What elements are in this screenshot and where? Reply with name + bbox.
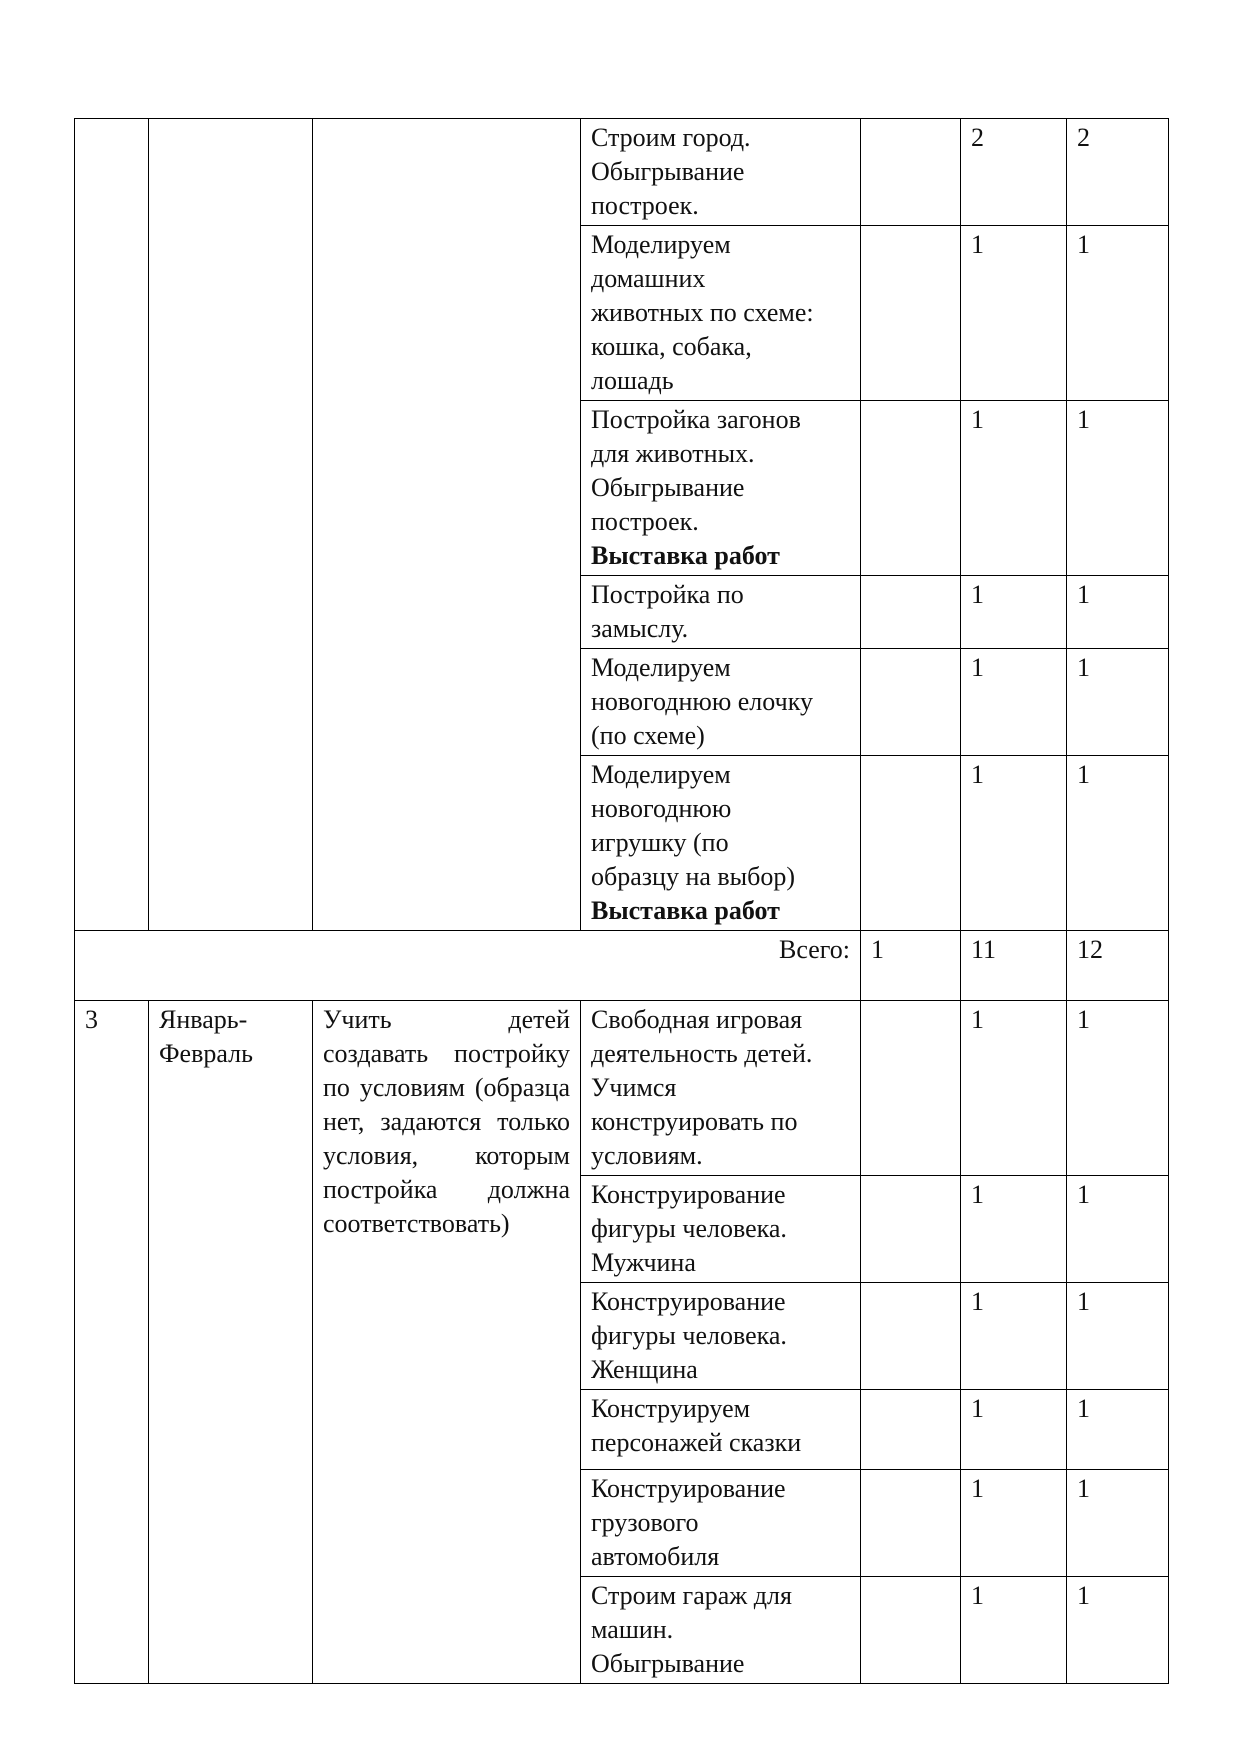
topic-line: конструировать по bbox=[591, 1107, 798, 1136]
theory-cell bbox=[861, 226, 961, 401]
topic-line: автомобиля bbox=[591, 1542, 720, 1571]
block-number: 3 bbox=[75, 1001, 149, 1684]
goal-cell bbox=[313, 119, 581, 931]
total-cell: 1 bbox=[1067, 1176, 1169, 1283]
lesson-plan-table bbox=[74, 118, 1169, 1684]
topic-line: для животных. bbox=[591, 439, 755, 468]
topic-line: построек. bbox=[591, 191, 699, 220]
topic-line: Свободная игровая bbox=[591, 1005, 803, 1034]
topic-line: Моделируем bbox=[591, 230, 731, 259]
theory-cell bbox=[861, 401, 961, 576]
period-cell bbox=[149, 119, 313, 931]
practice-cell: 1 bbox=[961, 1283, 1067, 1390]
summary-total: 12 bbox=[1067, 931, 1169, 1001]
table-row bbox=[75, 1001, 1169, 1176]
topic-line: Обыгрывание bbox=[591, 157, 745, 186]
topic-cell bbox=[581, 119, 861, 226]
total-cell: 1 bbox=[1067, 1390, 1169, 1470]
total-cell: 1 bbox=[1067, 226, 1169, 401]
total-cell: 2 bbox=[1067, 119, 1169, 226]
topic-line: Конструирование bbox=[591, 1180, 786, 1209]
topic-line: Обыгрывание bbox=[591, 1649, 745, 1678]
summary-label: Всего: bbox=[75, 931, 861, 1001]
practice-cell: 1 bbox=[961, 756, 1067, 931]
practice-cell: 1 bbox=[961, 401, 1067, 576]
topic-line: замыслу. bbox=[591, 614, 689, 643]
topic-line: Постройка загонов bbox=[591, 405, 801, 434]
total-cell: 1 bbox=[1067, 401, 1169, 576]
practice-cell: 1 bbox=[961, 1001, 1067, 1176]
topic-line: Строим гараж для bbox=[591, 1581, 792, 1610]
topic-cell bbox=[581, 576, 861, 649]
topic-line: Учимся bbox=[591, 1073, 677, 1102]
topic-cell bbox=[581, 756, 861, 931]
theory-cell bbox=[861, 1283, 961, 1390]
practice-cell: 1 bbox=[961, 649, 1067, 756]
exhibition-label: Выставка работ bbox=[591, 541, 780, 570]
total-cell: 1 bbox=[1067, 576, 1169, 649]
exhibition-label: Выставка работ bbox=[591, 896, 780, 925]
topic-line: новогоднюю bbox=[591, 794, 732, 823]
practice-cell: 1 bbox=[961, 1390, 1067, 1470]
topic-cell bbox=[581, 1176, 861, 1283]
summary-theory: 1 bbox=[861, 931, 961, 1001]
topic-line: условиям. bbox=[591, 1141, 703, 1170]
topic-line: Постройка по bbox=[591, 580, 744, 609]
topic-cell bbox=[581, 1001, 861, 1176]
total-cell: 1 bbox=[1067, 1470, 1169, 1577]
practice-cell: 1 bbox=[961, 1176, 1067, 1283]
topic-line: грузового bbox=[591, 1508, 699, 1537]
topic-line: персонажей сказки bbox=[591, 1428, 802, 1457]
theory-cell bbox=[861, 1470, 961, 1577]
topic-line: Женщина bbox=[591, 1355, 698, 1384]
topic-line: Конструирование bbox=[591, 1287, 786, 1316]
topic-line: деятельность детей. bbox=[591, 1039, 813, 1068]
summary-row bbox=[75, 931, 1169, 1001]
theory-cell bbox=[861, 119, 961, 226]
topic-line: образцу на выбор) bbox=[591, 862, 796, 891]
topic-line: Конструирование bbox=[591, 1474, 786, 1503]
practice-cell: 2 bbox=[961, 119, 1067, 226]
block-goal: Учить детей создавать постройку по условиям (образца нет, задаются только условия, которым постройка должна соответствовать) bbox=[313, 1001, 581, 1684]
table-row bbox=[75, 119, 1169, 226]
practice-cell: 1 bbox=[961, 226, 1067, 401]
theory-cell bbox=[861, 1001, 961, 1176]
practice-cell: 1 bbox=[961, 576, 1067, 649]
total-cell: 1 bbox=[1067, 756, 1169, 931]
practice-cell: 1 bbox=[961, 1470, 1067, 1577]
total-cell: 1 bbox=[1067, 649, 1169, 756]
block-period: Январь-Февраль bbox=[149, 1001, 313, 1684]
topic-line: новогоднюю елочку bbox=[591, 687, 813, 716]
topic-line: кошка, собака, bbox=[591, 332, 752, 361]
theory-cell bbox=[861, 649, 961, 756]
total-cell: 1 bbox=[1067, 1283, 1169, 1390]
topic-line: лошадь bbox=[591, 366, 674, 395]
topic-line: фигуры человека. bbox=[591, 1214, 787, 1243]
topic-cell bbox=[581, 1283, 861, 1390]
theory-cell bbox=[861, 1176, 961, 1283]
theory-cell bbox=[861, 756, 961, 931]
topic-cell bbox=[581, 401, 861, 576]
total-cell: 1 bbox=[1067, 1001, 1169, 1176]
topic-line: построек. bbox=[591, 507, 699, 536]
topic-cell bbox=[581, 1470, 861, 1577]
topic-line: Конструируем bbox=[591, 1394, 751, 1423]
topic-line: фигуры человека. bbox=[591, 1321, 787, 1350]
total-cell: 1 bbox=[1067, 1577, 1169, 1684]
topic-cell bbox=[581, 649, 861, 756]
topic-line: Строим город. bbox=[591, 123, 751, 152]
summary-practice: 11 bbox=[961, 931, 1067, 1001]
topic-line: (по схеме) bbox=[591, 721, 705, 750]
theory-cell bbox=[861, 1390, 961, 1470]
topic-line: домашних bbox=[591, 264, 706, 293]
topic-cell bbox=[581, 1577, 861, 1684]
theory-cell bbox=[861, 1577, 961, 1684]
topic-cell bbox=[581, 1390, 861, 1470]
topic-line: Обыгрывание bbox=[591, 473, 745, 502]
theory-cell bbox=[861, 576, 961, 649]
topic-cell bbox=[581, 226, 861, 401]
topic-line: животных по схеме: bbox=[591, 298, 814, 327]
topic-line: машин. bbox=[591, 1615, 674, 1644]
topic-line: игрушку (по bbox=[591, 828, 729, 857]
topic-line: Мужчина bbox=[591, 1248, 696, 1277]
practice-cell: 1 bbox=[961, 1577, 1067, 1684]
number-cell bbox=[75, 119, 149, 931]
topic-line: Моделируем bbox=[591, 760, 731, 789]
topic-line: Моделируем bbox=[591, 653, 731, 682]
